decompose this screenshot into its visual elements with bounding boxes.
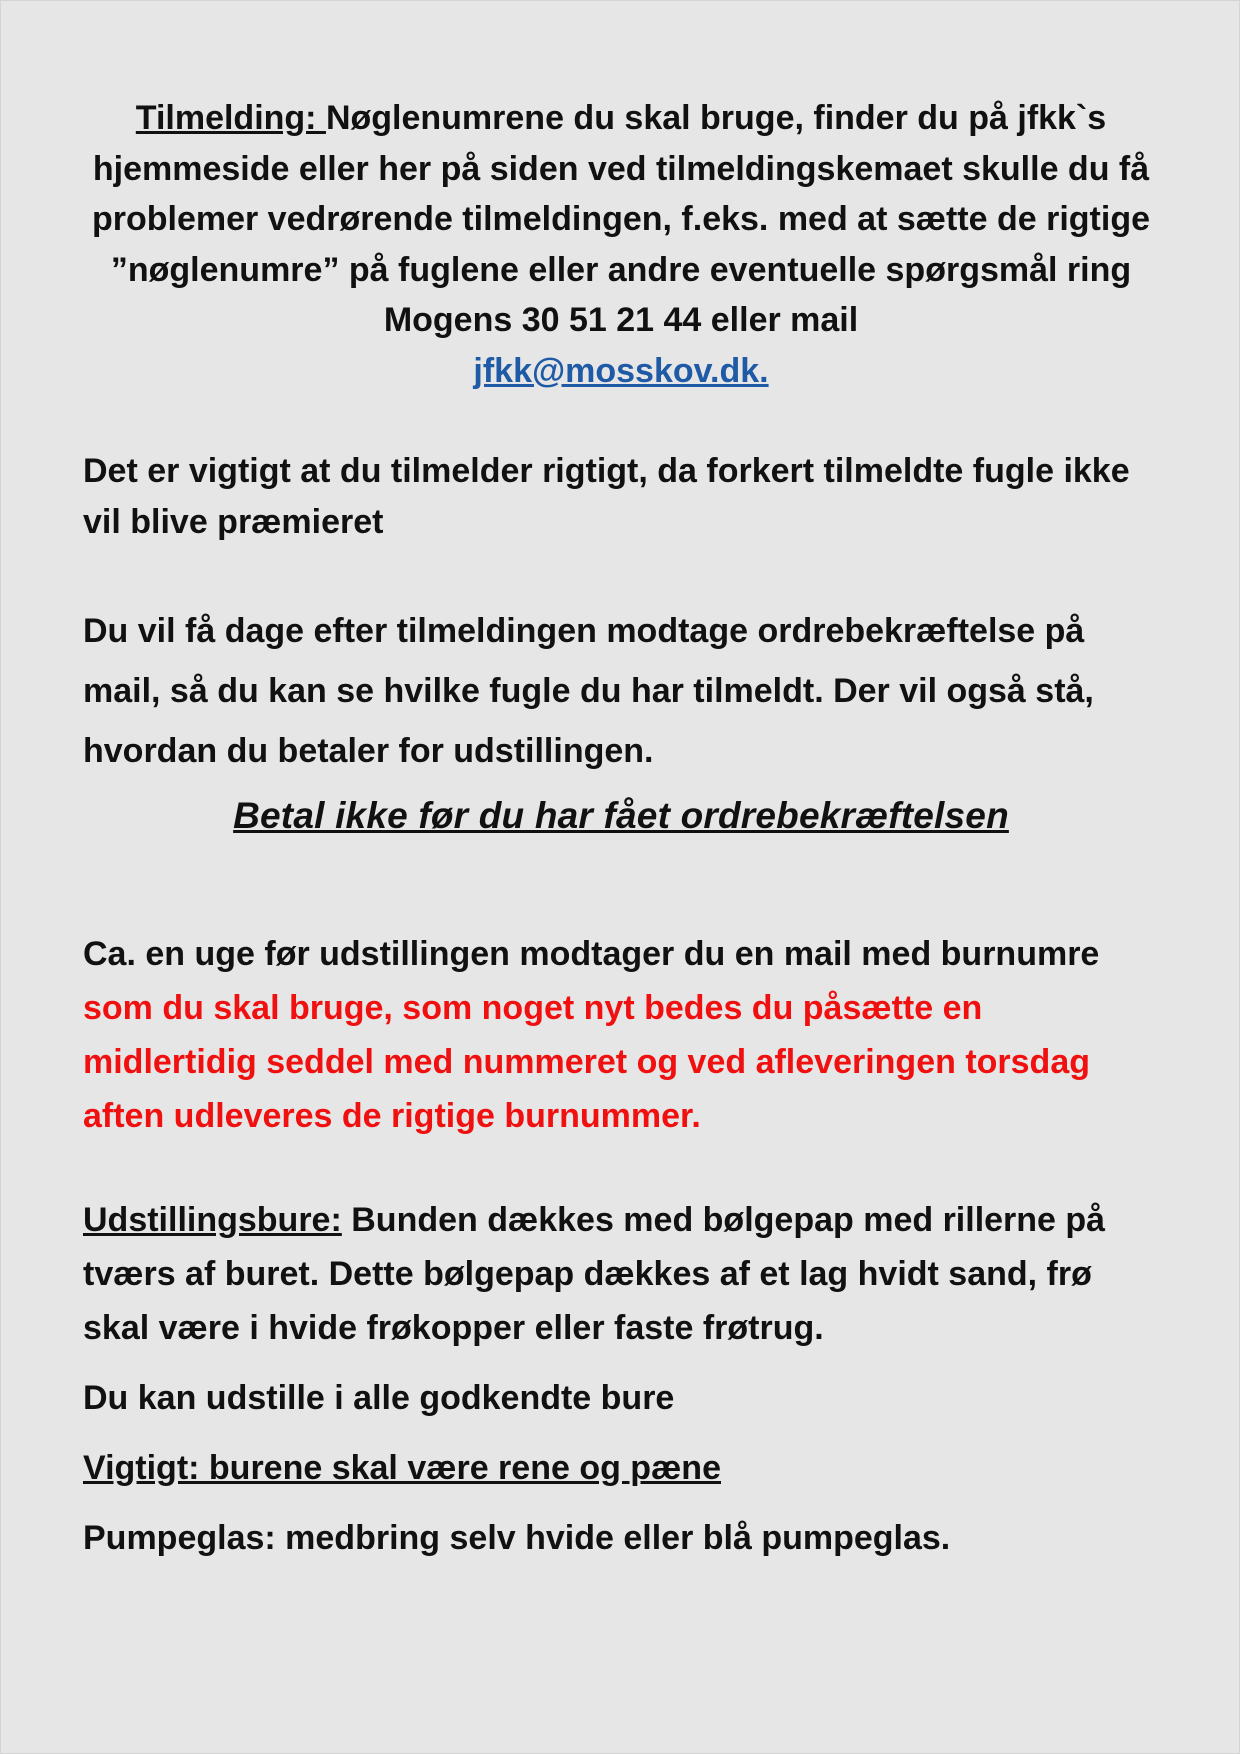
registration-text: Nøglenumrene du skal bruge, finder du på jfkk`s hjemmeside eller her på siden ved tilmeldingskemaet skulle du få problemer vedrørende tilmeldingen, f.eks. med at sætte de rigtige ”nøglenumre” på fuglene eller andre eventuelle spørgsmål ring Mogens 30 51 21 44 eller mail (91, 99, 1151, 339)
drinkers-note: Pumpeglas: medbring selv hvide eller blå pumpeglas. (83, 1519, 951, 1557)
cage-number-text: Ca. en uge før udstillingen modtager du en mail med burnumre (83, 935, 1100, 973)
cage-number-highlight: som du skal bruge, som noget nyt bedes du påsætte en midlertidig seddel med nummeret og ved afleveringen torsdag aften udleveres de rigtige burnummer. (83, 989, 1091, 1135)
payment-warning: Betal ikke før du har fået ordrebekræftelsen (233, 795, 1009, 836)
cages-label: Udstillingsbure: (83, 1201, 342, 1239)
cages-paragraph (83, 1193, 1159, 1355)
important-note: Det er vigtigt at du tilmelder rigtigt, da forkert tilmeldte fugle ikke vil blive præmieret (83, 452, 1130, 541)
approved-cages-note: Du kan udstille i alle godkendte bure (83, 1379, 675, 1417)
clean-cages-note: Vigtigt: burene skal være rene og pæne (83, 1449, 721, 1487)
confirmation-note: Du vil få dage efter tilmeldingen modtage ordrebekræftelse på mail, så du kan se hvilke fugle du har tilmeldt. Der vil også stå, hvordan du betaler for udstillingen. (83, 612, 1094, 770)
cage-number-paragraph (83, 927, 1159, 1143)
cages-text: Bunden dækkes med bølgepap med rillerne på tværs af buret. Dette bølgepap dækkes af et lag hvidt sand, frø skal være i hvide frøkopper eller faste frøtrug. (83, 1201, 1106, 1347)
email-link[interactable]: jfkk@mosskov.dk. (473, 351, 769, 390)
registration-label: Tilmelding: (135, 99, 326, 137)
document-content (83, 93, 1159, 1565)
registration-paragraph (83, 93, 1159, 396)
